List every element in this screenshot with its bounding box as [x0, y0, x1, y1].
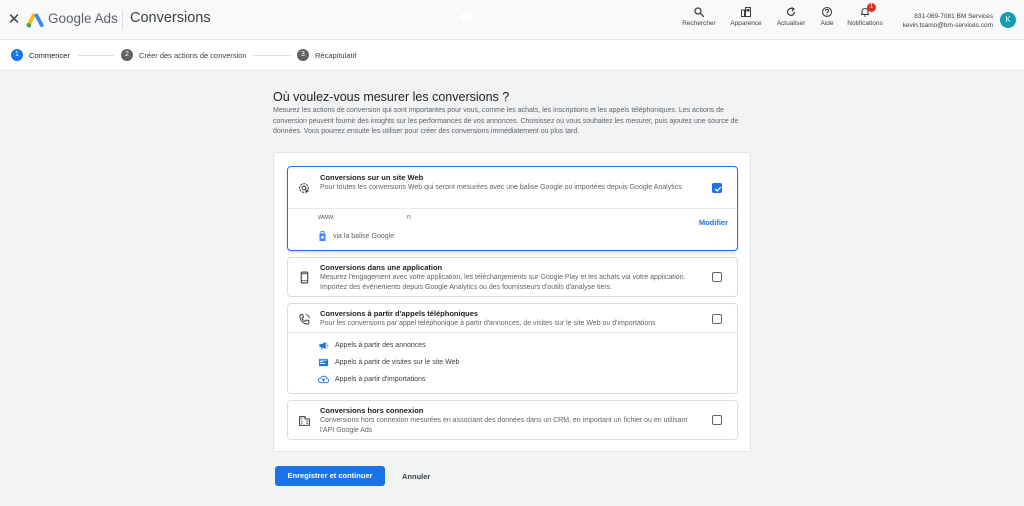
phone-sub-item-ads	[318, 340, 478, 352]
phone-sub-item-imports	[318, 374, 478, 386]
account-email: kevin.tsamo@bm-services.com	[902, 22, 993, 29]
step-connector	[253, 55, 291, 56]
megaphone-icon	[318, 340, 329, 351]
option-divider	[288, 332, 737, 333]
app-option-description: Mesurez l'engagement avec votre application, les téléchargements sur Google Play et les achats via votre application. Importez des événements depuis Google Analytics ou des fournisseurs d'outils d'analyse tiers.	[320, 274, 686, 291]
step-1-number: 1	[11, 49, 23, 61]
phone-sub-item-website	[318, 357, 508, 369]
phone-sub-item-label: Appels à partir de visites sur le site Web	[335, 359, 460, 366]
account-info[interactable]	[903, 12, 993, 30]
step-3-label: Récapitulatif	[315, 51, 357, 60]
help-tool-button[interactable]	[816, 6, 838, 30]
appearance-tool-label: Apparence	[730, 20, 762, 27]
phone-option-title: Conversions à partir d'appels téléphoniques	[320, 309, 479, 318]
app-option-checkbox[interactable]	[712, 272, 722, 282]
phone-call-icon	[298, 313, 311, 326]
step-2-number: 2	[121, 49, 133, 61]
step-connector	[78, 55, 114, 56]
notification-count-badge: 1	[867, 3, 876, 12]
offline-option-title: Conversions hors connexion	[320, 406, 424, 415]
google-ads-logo-icon	[26, 11, 44, 29]
google-tag-icon	[318, 231, 327, 242]
refresh-icon	[785, 6, 797, 18]
cancel-button[interactable]: Annuler	[402, 472, 431, 481]
search-tool-button[interactable]	[680, 6, 718, 30]
save-and-continue-button[interactable]: Enregistrer et continuer	[275, 466, 385, 486]
stepper	[0, 40, 1024, 71]
website-option-description: Pour toutes les conversions Web qui seront mesurées avec une balise Google ou importées depuis Google Analytics	[320, 184, 682, 191]
search-icon	[693, 6, 705, 18]
main-description: Mesurez les actions de conversion qui sont importantes pour vous, comme les achats, les inscriptions et les appels téléphoniques. Les actions de conversion peuvent fournir des insights sur les performances de vos annonces. Choisissez où vous souhaitez les mesurer, puis ajoutez une source de données. Vous pourrez ensuite les utiliser pour créer des conversions immédiatement ou plus tard.	[273, 107, 739, 135]
modify-link[interactable]: Modifier	[698, 218, 728, 227]
step-1-label: Commencer	[29, 51, 70, 60]
phone-sub-item-label: Appels à partir des annonces	[335, 342, 426, 349]
offline-option-description: Conversions hors connexion mesurées en associant des données dans un CRM, en important un fichier ou en utilisant l'API Google Ads	[320, 417, 688, 434]
help-tool-label: Aide	[820, 20, 834, 27]
phone-sub-item-label: Appels à partir d'importations	[335, 376, 426, 383]
refresh-tool-label: Actualiser	[776, 20, 806, 27]
account-id: 831-069-7081 BM Services	[914, 13, 993, 20]
refresh-tool-button[interactable]	[772, 6, 810, 30]
notifications-tool-label: Notifications	[847, 20, 883, 27]
website-option-checkbox[interactable]	[712, 183, 722, 193]
building-icon	[298, 414, 311, 427]
status-dot	[460, 11, 473, 24]
app-conversions-option[interactable]	[287, 257, 738, 297]
step-2-label: Créer des actions de conversion	[139, 51, 247, 60]
options-panel	[273, 152, 751, 452]
notifications-tool-button[interactable]	[843, 6, 887, 30]
web-cursor-icon	[298, 182, 311, 195]
phone-option-description: Pour les conversions par appel téléphonique à partir d'annonces, de visites sur le site Web ou d'importations	[320, 320, 656, 327]
mobile-phone-icon	[298, 271, 311, 284]
option-divider	[288, 208, 737, 209]
step-3-number: 3	[297, 49, 309, 61]
phone-option-checkbox[interactable]	[712, 314, 722, 324]
page-title: Conversions	[130, 10, 211, 26]
appearance-icon	[740, 6, 752, 18]
brand-name: Google Ads	[48, 11, 118, 26]
via-google-tag-label: via la balise Google	[333, 233, 395, 240]
header-divider	[122, 10, 123, 30]
website-conversions-option[interactable]	[287, 166, 738, 251]
offline-conversions-option[interactable]	[287, 400, 738, 440]
checkmark-icon	[714, 185, 722, 193]
main-title: Où voulez-vous mesurer les conversions ?	[273, 90, 510, 104]
help-icon	[821, 6, 833, 18]
phone-conversions-option[interactable]	[287, 303, 738, 394]
avatar[interactable]: K	[1000, 12, 1016, 28]
appearance-tool-button[interactable]	[726, 6, 766, 30]
top-bar	[0, 0, 1024, 40]
website-url-suffix: n	[407, 214, 411, 221]
website-url: www.	[318, 214, 335, 221]
offline-option-checkbox[interactable]	[712, 415, 722, 425]
app-option-title: Conversions dans une application	[320, 263, 443, 272]
web-page-icon	[318, 357, 329, 368]
cloud-upload-icon	[318, 374, 329, 385]
close-icon[interactable]: ✕	[7, 11, 21, 28]
website-option-title: Conversions sur un site Web	[320, 173, 424, 182]
search-tool-label: Rechercher	[682, 20, 716, 27]
